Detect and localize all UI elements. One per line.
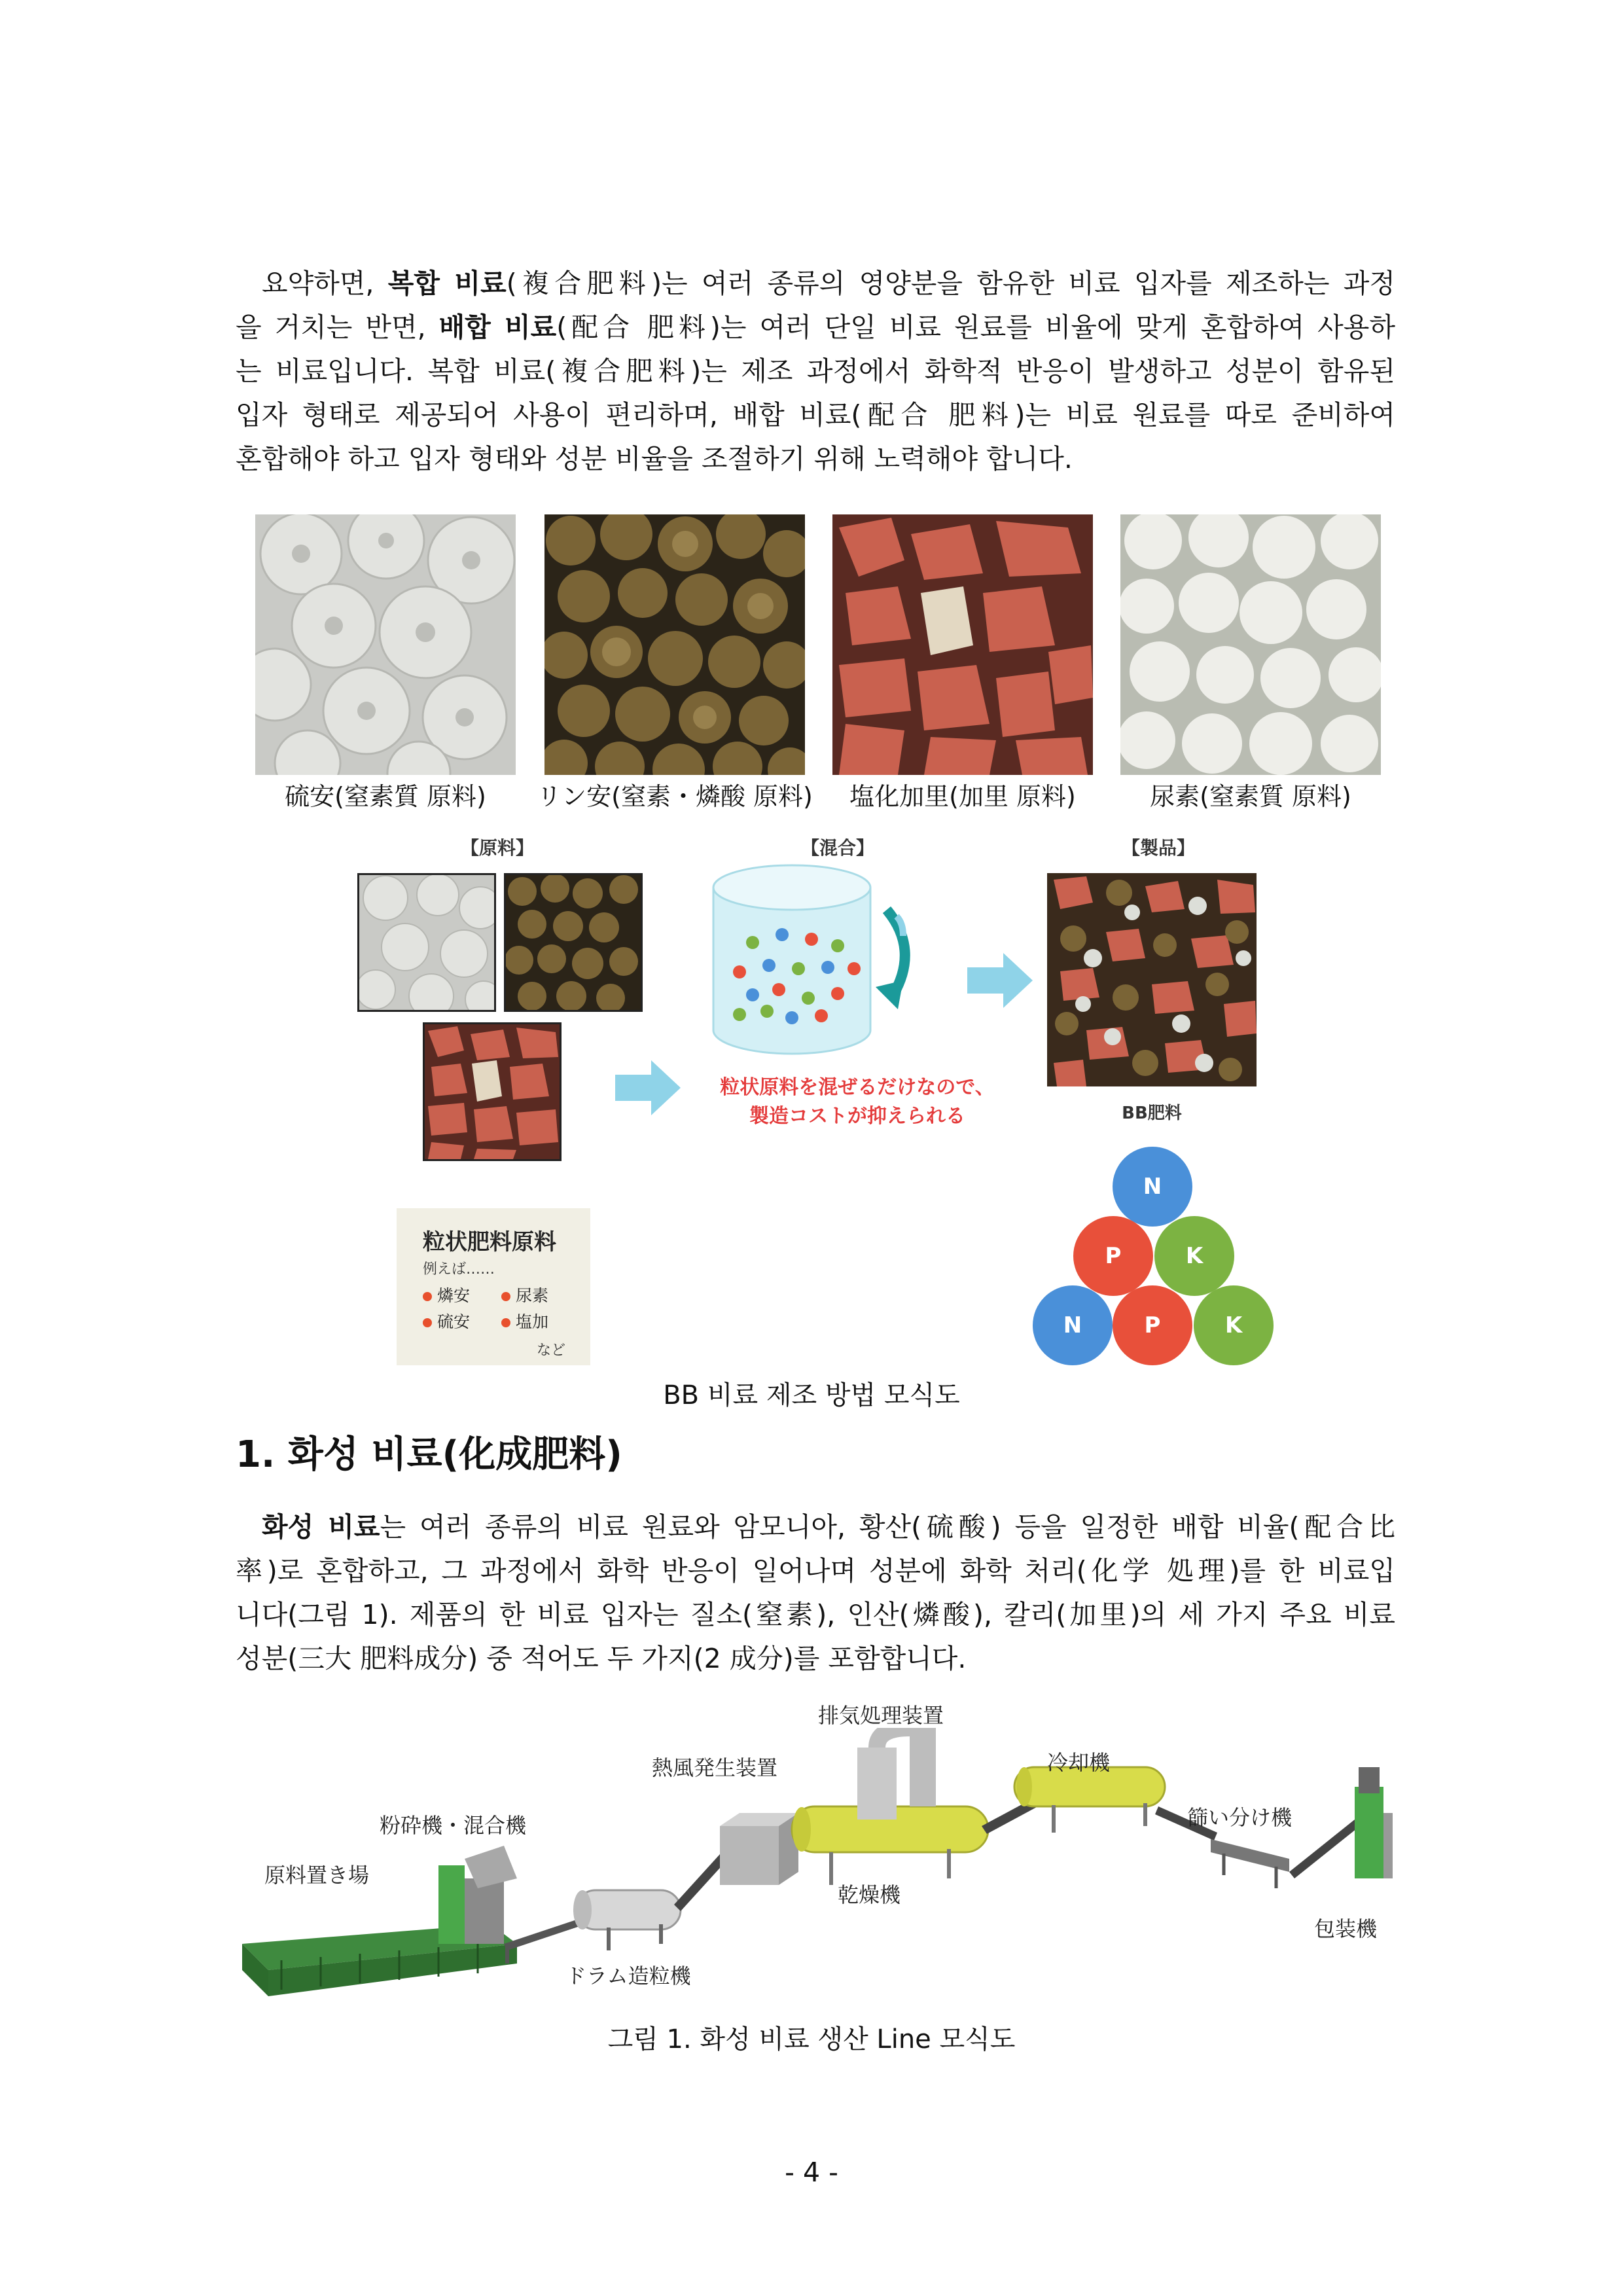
raw-thumb-ammonium-sulfate bbox=[357, 873, 496, 1012]
photo-caption: 硫安(窒素質 原料) bbox=[285, 782, 486, 811]
page-number: - 4 - bbox=[785, 2157, 838, 2188]
label-sieve: 篩い分け機 bbox=[1187, 1805, 1293, 1830]
production-line-illustration bbox=[242, 1728, 1394, 2003]
bullet-icon bbox=[423, 1318, 432, 1327]
bold-term: 복합 비료 bbox=[387, 268, 507, 299]
paragraph-line: 니다(그림 1). 제품의 한 비료 입자는 질소(窒素), 인산(燐酸), 칼리(加里)의 세 가지 주요 비료 bbox=[236, 1599, 1395, 1630]
raw-thumb-potassium-chloride bbox=[423, 1022, 562, 1161]
bold-term: 배합 비료 bbox=[438, 312, 557, 343]
raw-thumb-ammonium-phosphate bbox=[504, 873, 643, 1012]
npk-circle-n: N bbox=[1113, 1147, 1192, 1227]
summary-paragraph bbox=[236, 262, 1395, 481]
bb-diagram-caption: BB 비료 제조 방법 모식도 bbox=[663, 1380, 960, 1410]
paragraph-line: 입자 형태로 제공되어 사용이 편리하며, 배합 비료(配合 肥料)는 비료 원료를 따로 준비하여 bbox=[236, 399, 1395, 431]
label-packer: 包装機 bbox=[1314, 1916, 1378, 1941]
paragraph-line: 率)로 혼합하고, 그 과정에서 화학 반응이 일어나며 성분에 화학 처리(化学 処理)를 한 비료입 bbox=[236, 1555, 1395, 1587]
photo-ammonium-sulfate bbox=[255, 514, 516, 775]
photo-urea bbox=[1120, 514, 1381, 775]
label-dryer: 乾燥機 bbox=[838, 1882, 901, 1907]
bullet-icon bbox=[423, 1292, 432, 1301]
paragraph-line: 화성 비료는 여러 종류의 비료 원료와 암모니아, 황산(硫酸) 등을 일정한 배합 비율(配合比 bbox=[262, 1511, 1395, 1543]
mixing-cylinder bbox=[707, 864, 929, 1060]
label-exhaust-treatment: 排気処理装置 bbox=[818, 1703, 944, 1728]
npk-circle-p: P bbox=[1113, 1285, 1192, 1365]
photo-caption: リン安(窒素・燐酸 原料) bbox=[537, 782, 813, 811]
label-product: 【製品】 bbox=[1121, 837, 1195, 859]
photo-ammonium-phosphate bbox=[544, 514, 805, 775]
paragraph-line: 요약하면, 복합 비료(複合肥料)는 여러 종류의 영양분을 함유한 비료 입자를 제조하는 과정 bbox=[262, 268, 1395, 299]
npk-circle-k: K bbox=[1194, 1285, 1274, 1365]
legend-item: 塩加 bbox=[501, 1309, 548, 1333]
legend-subtitle: 例えば…… bbox=[423, 1261, 495, 1278]
paragraph-line: 성분(三大 肥料成分) 중 적어도 두 가지(2 成分)를 포함합니다. bbox=[236, 1643, 967, 1674]
product-name: BB肥料 bbox=[1122, 1103, 1182, 1123]
section-heading: 1. 화성 비료(化成肥料) bbox=[236, 1433, 622, 1476]
npk-circle-k: K bbox=[1154, 1216, 1234, 1296]
label-raw-materials: 【原料】 bbox=[460, 837, 534, 859]
figure-caption: 그림 1. 화성 비료 생산 Line 모식도 bbox=[607, 2024, 1016, 2054]
arrow-right-icon bbox=[967, 953, 1033, 1008]
legend-item: 燐安 bbox=[423, 1283, 470, 1306]
arrow-right-icon bbox=[615, 1060, 681, 1115]
label-raw-material-yard: 原料置き場 bbox=[264, 1863, 370, 1888]
label-cooler: 冷却機 bbox=[1047, 1750, 1111, 1775]
label-crusher-mixer: 粉砕機・混合機 bbox=[380, 1813, 527, 1838]
photo-caption: 塩化加里(加里 原料) bbox=[849, 782, 1076, 811]
npk-circle-p: P bbox=[1073, 1216, 1153, 1296]
label-mixing: 【混合】 bbox=[800, 837, 874, 859]
bold-term: 화성 비료 bbox=[262, 1511, 380, 1543]
photo-potassium-chloride bbox=[832, 514, 1093, 775]
legend-title: 粒状肥料原料 bbox=[423, 1229, 556, 1255]
label-drum-granulator: ドラム造粒機 bbox=[565, 1964, 691, 1988]
label-hot-air-generator: 熱風発生装置 bbox=[652, 1755, 778, 1780]
paragraph-line: 는 비료입니다. 복합 비료(複合肥料)는 제조 과정에서 화학적 반응이 발생하고 성분이 함유된 bbox=[236, 355, 1395, 387]
paragraph-line: 을 거치는 반면, 배합 비료(配合 肥料)는 여러 단일 비료 원료를 비율에 맞게 혼합하여 사용하 bbox=[236, 312, 1395, 343]
npk-circle-n: N bbox=[1033, 1285, 1113, 1365]
paragraph-line: 혼합해야 하고 입자 형태와 성분 비율을 조절하기 위해 노력해야 합니다. bbox=[236, 443, 1073, 475]
section-paragraph bbox=[236, 1505, 1395, 1681]
legend-etc: など bbox=[537, 1342, 566, 1359]
legend-item: 硫安 bbox=[423, 1309, 470, 1333]
cost-note: 粒状原料を混ぜるだけなので、 製造コストが抑えられる bbox=[720, 1076, 995, 1128]
bullet-icon bbox=[501, 1292, 510, 1301]
raw-material-legend bbox=[397, 1208, 590, 1365]
photo-bb-fertilizer bbox=[1047, 873, 1257, 1086]
legend-item: 尿素 bbox=[501, 1283, 548, 1306]
bullet-icon bbox=[501, 1318, 510, 1327]
photo-caption: 尿素(窒素質 原料) bbox=[1150, 782, 1351, 811]
